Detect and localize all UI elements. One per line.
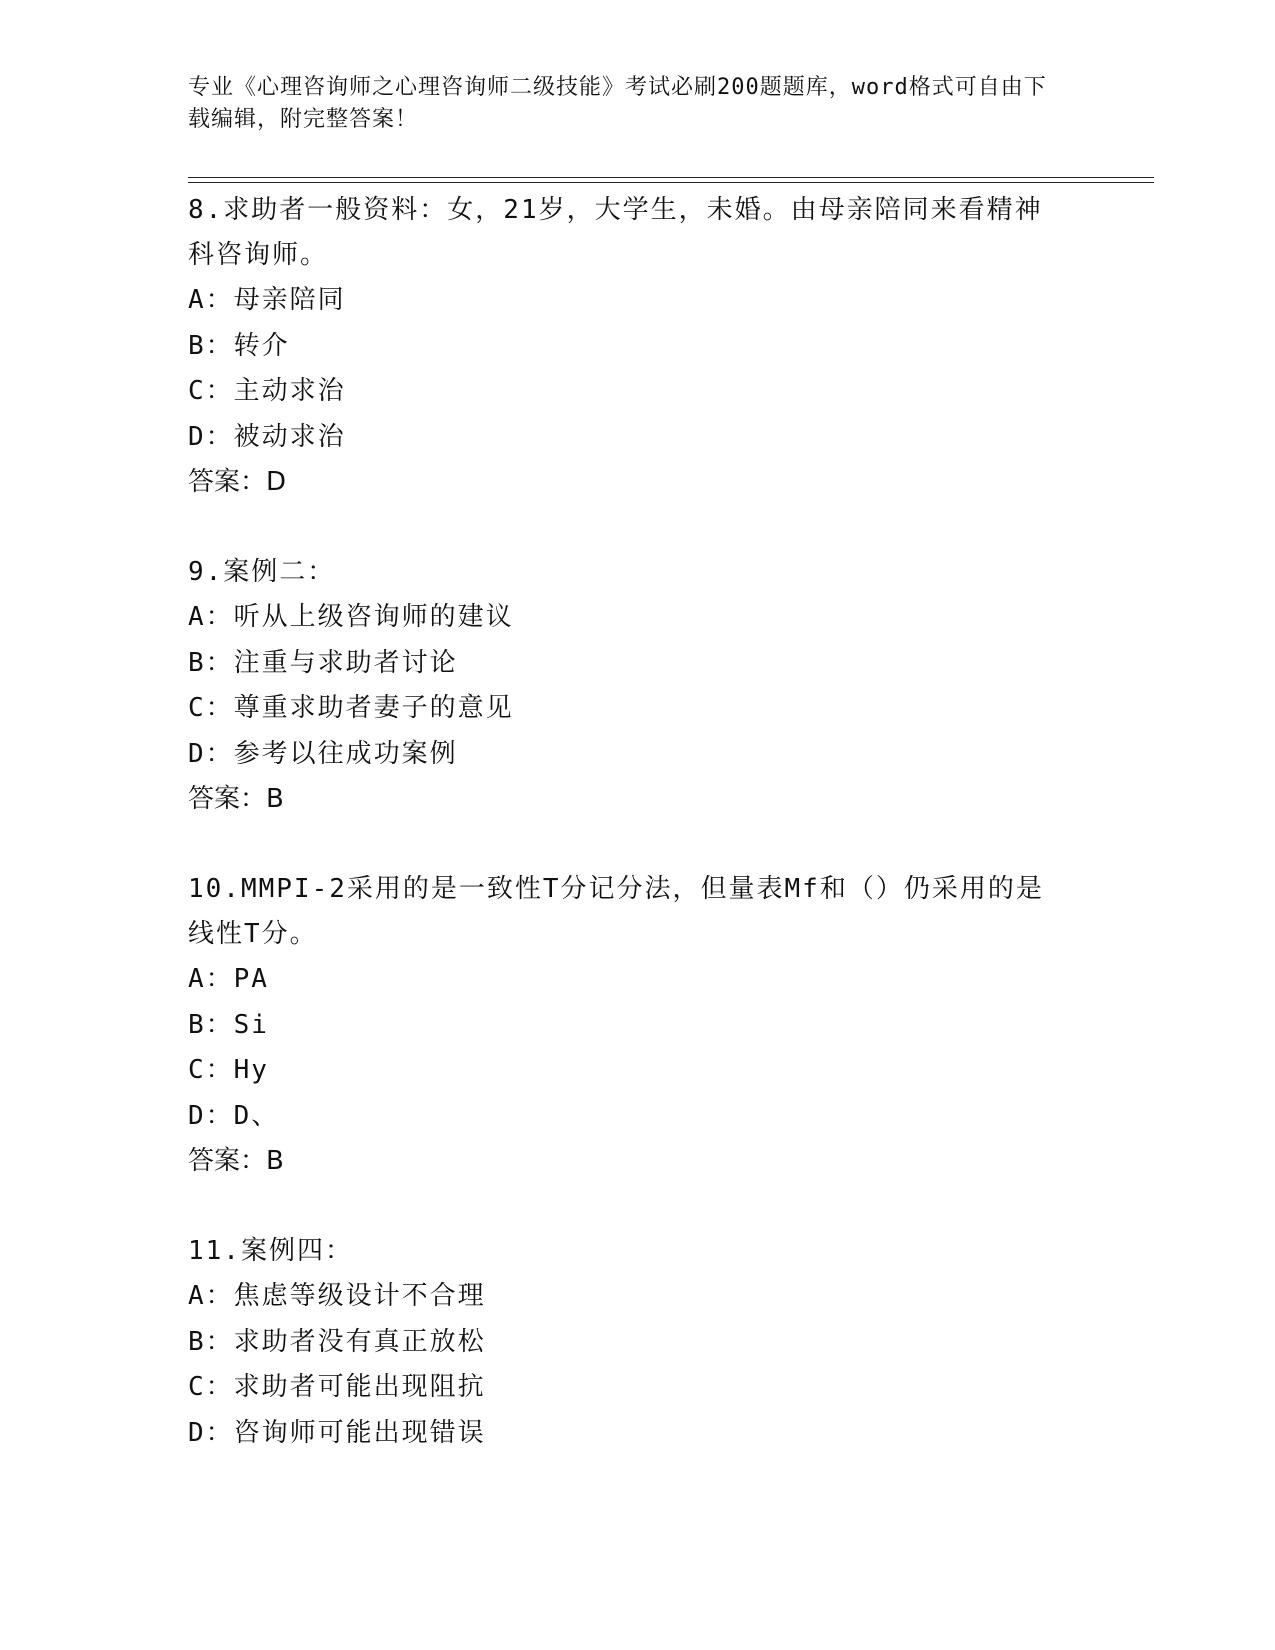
option-c: C：求助者可能出现阻抗 bbox=[188, 1372, 486, 1402]
answer-line: 答案：B bbox=[188, 1146, 284, 1176]
option-a: A：PA bbox=[188, 964, 269, 994]
question-stem: 8.求助者一般资料：女，21岁，大学生，未婚。由母亲陪同来看精神科咨询师。 bbox=[188, 195, 1043, 270]
option-c: C：主动求治 bbox=[188, 376, 346, 406]
option-d: D：咨询师可能出现错误 bbox=[188, 1417, 486, 1448]
option-b: B：转介 bbox=[188, 330, 290, 361]
question-spacer bbox=[188, 822, 1088, 867]
option-c: C：Hy bbox=[188, 1055, 269, 1085]
question-list bbox=[188, 188, 1088, 1456]
option-a: A：听从上级咨询师的建议 bbox=[188, 602, 514, 632]
question-8 bbox=[188, 188, 1088, 505]
option-d: D：参考以往成功案例 bbox=[188, 738, 458, 769]
question-stem: 11.案例四： bbox=[188, 1236, 353, 1266]
question-stem: 10.MMPI-2采用的是一致性T分记分法，但量表Mf和（）仍采用的是线性T分。 bbox=[188, 874, 1044, 949]
question-spacer bbox=[188, 505, 1088, 550]
answer-line: 答案：D bbox=[188, 467, 287, 497]
question-9 bbox=[188, 550, 1088, 822]
question-10 bbox=[188, 867, 1088, 1184]
question-stem: 9.案例二： bbox=[188, 557, 336, 587]
option-a: A：焦虑等级设计不合理 bbox=[188, 1281, 486, 1311]
header-rule-top bbox=[188, 177, 1154, 178]
option-c: C：尊重求助者妻子的意见 bbox=[188, 693, 514, 723]
option-b: B：注重与求助者讨论 bbox=[188, 647, 458, 678]
question-spacer bbox=[188, 1184, 1088, 1229]
question-11 bbox=[188, 1229, 1088, 1456]
option-d: D：D、 bbox=[188, 1100, 280, 1131]
option-b: B：Si bbox=[188, 1009, 269, 1040]
option-d: D：被动求治 bbox=[188, 421, 346, 452]
header-rule-bottom bbox=[188, 182, 1154, 183]
option-b: B：求助者没有真正放松 bbox=[188, 1326, 486, 1357]
answer-line: 答案：B bbox=[188, 784, 284, 814]
option-a: A：母亲陪同 bbox=[188, 285, 346, 315]
document-header: 专业《心理咨询师之心理咨询师二级技能》考试必刷200题题库，word格式可自由下载编辑，附完整答案！ bbox=[188, 75, 1047, 132]
